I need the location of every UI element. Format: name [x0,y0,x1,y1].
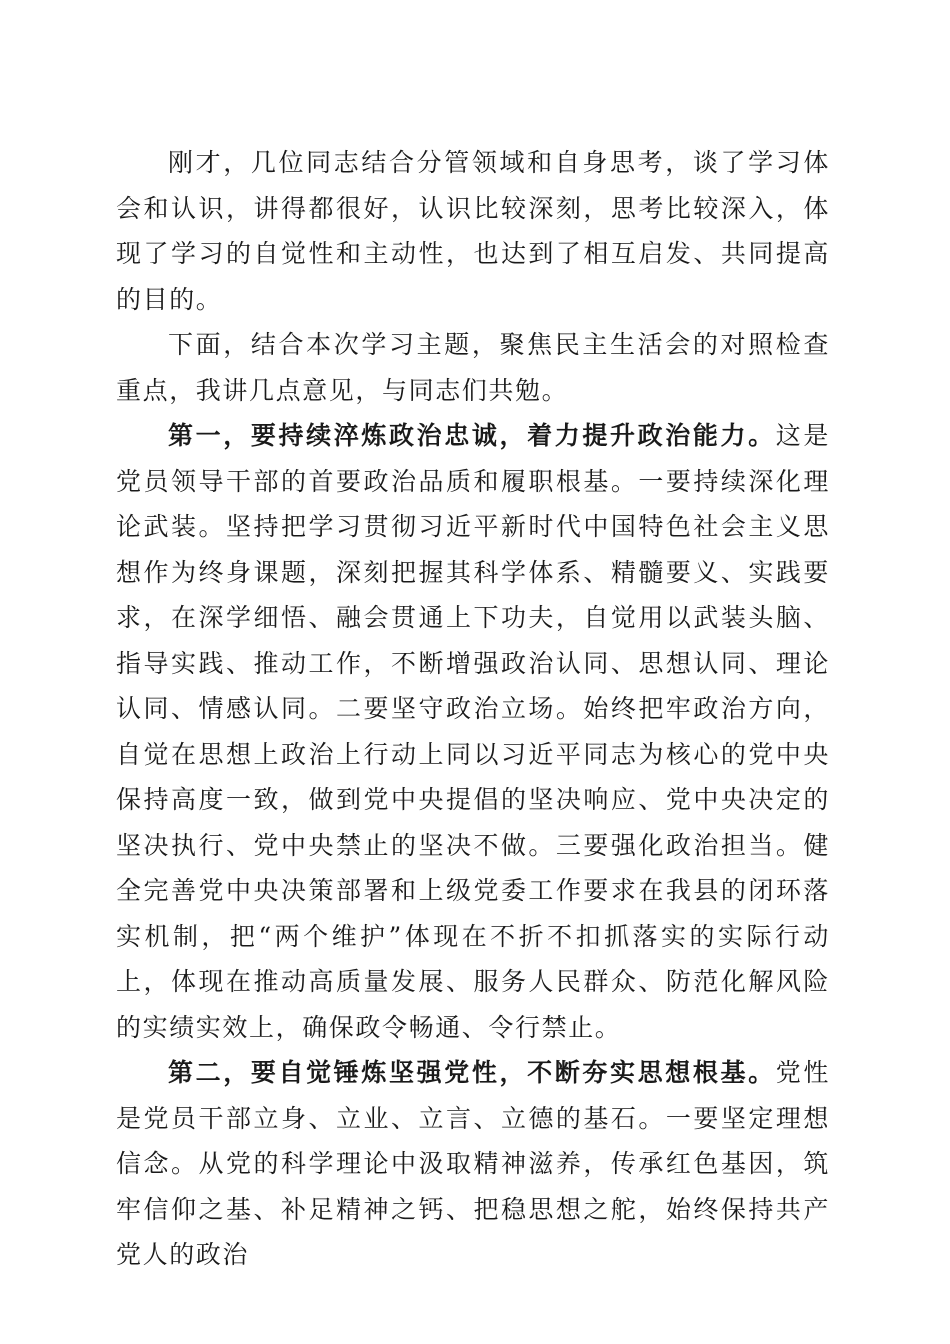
paragraph-point-one [116,413,830,1050]
paragraph-intro [116,322,830,413]
paragraph-heading: 第二，要自觉锤炼坚强党性，不断夯实思想根基。 [168,1058,776,1087]
paragraph-heading: 第一，要持续淬炼政治忠诚，着力提升政治能力。 [168,421,776,450]
paragraph-text: 下面，结合本次学习主题，聚焦民主生活会的对照检查重点，我讲几点意见，与同志们共勉。 [116,330,830,405]
paragraph-point-two [116,1050,830,1278]
paragraph-text: 党性是党员干部立身、立业、立言、立德的基石。一要坚定理想信念。从党的科学理论中汲取精神滋养，传承红色基因，筑牢信仰之基、补足精神之钙、把稳思想之舵，始终保持共产党人的政治 [116,1058,831,1269]
document-body [116,140,830,1278]
paragraph-text: 这是党员领导干部的首要政治品质和履职根基。一要持续深化理论武装。坚持把学习贯彻习近平新时代中国特色社会主义思想作为终身课题，深刻把握其科学体系、精髓要义、实践要求，在深学细悟、融会贯通上下功夫，自觉用以武装头脑、指导实践、推动工作，不断增强政治认同、思想认同、理论认同、情感认同。二要坚守政治立场。始终把牢政治方向，自觉在思想上政治上行动上同以习近平同志为核心的党中央保持高度一致，做到党中央提倡的坚决响应、党中央决定的坚决执行、党中央禁止的坚决不做。三要强化政治担当。健全完善党中央决策部署和上级党委工作要求在我县的闭环落实机制，把“两个维护”体现在不折不扣抓落实的实际行动上，体现在推动高质量发展、服务人民群众、防范化解风险的实绩实效上，确保政令畅通、令行禁止。 [116,421,831,1042]
paragraph-opening [116,140,830,322]
paragraph-text: 刚才，几位同志结合分管领域和自身思考，谈了学习体会和认识，讲得都很好，认识比较深刻，思考比较深入，体现了学习的自觉性和主动性，也达到了相互启发、共同提高的目的。 [116,148,830,314]
